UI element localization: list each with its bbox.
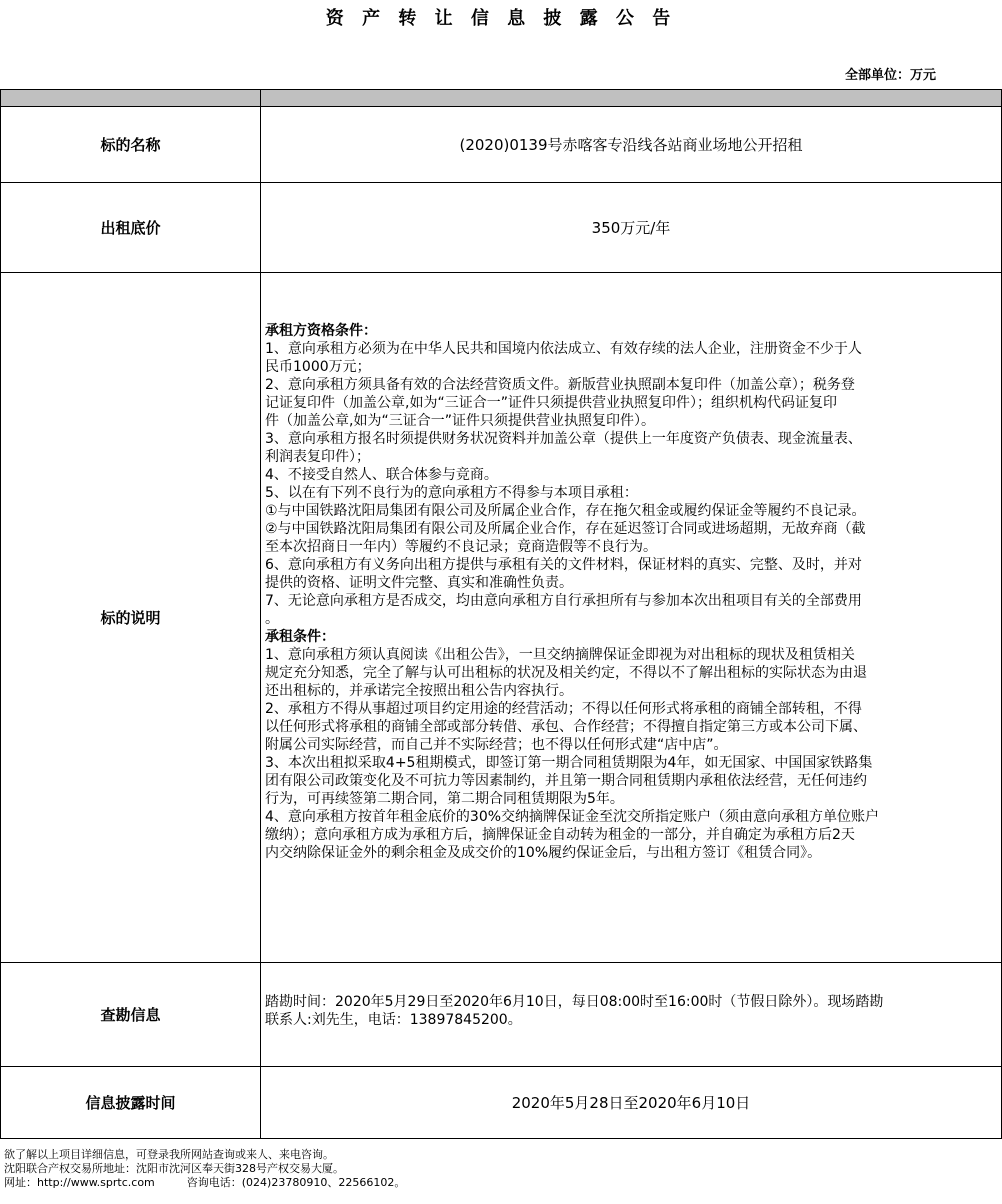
description-line: 。	[265, 611, 279, 627]
footer-website[interactable]: 网址：http://www.sprtc.com	[4, 1176, 155, 1189]
asset-name-value: (2020)0139号赤喀客专沿线各站商业场地公开招租	[459, 136, 803, 154]
footer-notes	[4, 1148, 405, 1190]
asset-description-label: 标的说明	[100, 609, 161, 627]
rental-price-label: 出租底价	[100, 219, 161, 237]
description-line: 件（加盖公章,如为“三证合一”证件只须提供营业执照复印件）。	[265, 413, 655, 429]
description-line: 利润表复印件）；	[265, 449, 370, 465]
inspection-info-label: 查勘信息	[100, 1006, 161, 1024]
description-line: 2、意向承租方须具备有效的合法经营资质文件。新版营业执照副本复印件（加盖公章）；税务登	[265, 377, 855, 393]
footer-line: 沈阳联合产权交易所地址：沈阳市沈河区奉天街328号产权交易大厦。	[4, 1162, 344, 1175]
qualification-heading: 承租方资格条件：	[265, 323, 377, 339]
description-line: 以任何形式将承租的商铺全部或部分转借、承包、合作经营；不得擅自指定第三方或本公司下属、	[265, 719, 867, 735]
footer-phone: 咨询电话：(024)23780910、22566102。	[186, 1176, 406, 1189]
asset-description-text	[265, 322, 995, 862]
disclosure-period-label: 信息披露时间	[85, 1094, 176, 1112]
description-line: 1、意向承租方须认真阅读《出租公告》，一旦交纳摘牌保证金即视为对出租标的现状及租赁相关	[265, 647, 855, 663]
table-header-band	[1, 90, 1001, 106]
description-line: 民币1000万元；	[265, 359, 371, 375]
description-line: 附属公司实际经营，而自己并不实际经营；也不得以任何形式建“店中店”。	[265, 737, 728, 753]
footer-line: 欲了解以上项目详细信息，可登录我所网站查询或来人、来电咨询。	[4, 1148, 334, 1161]
description-line: 1、意向承租方必须为在中华人民共和国境内依法成立、有效存续的法人企业，注册资金不少于人	[265, 341, 862, 357]
description-line: 记证复印件（加盖公章,如为“三证合一”证件只须提供营业执照复印件）；组织机构代码证复印	[265, 395, 837, 411]
asset-name-label: 标的名称	[100, 136, 161, 154]
inspection-info-text	[265, 993, 995, 1029]
table-bottom-border	[0, 1138, 1002, 1139]
description-line: 2、承租方不得从事超过项目约定用途的经营活动；不得以任何形式将承租的商铺全部转租，不得	[265, 701, 862, 717]
inspection-line: 踏勘时间：2020年5月29日至2020年6月10日，每日08:00时至16:00时（节假日除外）。现场踏勘	[265, 994, 884, 1010]
description-line: 提供的资格、证明文件完整、真实和准确性负责。	[265, 575, 573, 591]
description-line: 还出租标的，并承诺完全按照出租公告内容执行。	[265, 683, 573, 699]
table-top-border	[0, 89, 1002, 90]
page-title: 资 产 转 让 信 息 披 露 公 告	[325, 8, 677, 29]
description-line: 7、无论意向承租方是否成交，均由意向承租方自行承担所有与参加本次出租项目有关的全部费用	[265, 593, 862, 609]
description-line: 规定充分知悉，完全了解与认可出租标的状况及相关约定，不得以不了解出租标的实际状态为由退	[265, 665, 867, 681]
footer-contact-line	[4, 1176, 405, 1190]
description-line: 4、意向承租方按首年租金底价的30%交纳摘牌保证金至沈交所指定账户（须由意向承租方单位账户	[265, 809, 880, 825]
rental-price-value: 350万元/年	[591, 219, 671, 237]
description-line: 至本次招商日一年内）等履约不良记录；竟商造假等不良行为。	[265, 539, 657, 555]
description-line: 3、意向承租方报名时须提供财务状况资料并加盖公章（提供上一年度资产负债表、现金流量表、	[265, 431, 862, 447]
description-line: 缴纳）；意向承租方成为承租方后，摘牌保证金自动转为租金的一部分，并自确定为承租方后2天	[265, 827, 855, 843]
description-line: 5、以在有下列不良行为的意向承租方不得参与本项目承租：	[265, 485, 638, 501]
description-line: 行为，可再续签第二期合同，第二期合同租赁期限为5年。	[265, 791, 624, 807]
inspection-line: 联系人:刘先生，电话：13897845200。	[265, 1012, 522, 1028]
description-line: ②与中国铁路沈阳局集团有限公司及所属企业合作，存在延迟签订合同或进场超期，无故弃商（截	[265, 521, 866, 537]
disclosure-period-value: 2020年5月28日至2020年6月10日	[511, 1094, 751, 1112]
description-line: 6、意向承租方有义务向出租方提供与承租有关的文件材料，保证材料的真实、完整、及时，并对	[265, 557, 862, 573]
description-line: 内交纳除保证金外的剩余租金及成交价的10%履约保证金后，与出租方签订《租赁合同》。	[265, 845, 822, 861]
description-line: 4、不接受自然人、联合体参与竞商。	[265, 467, 498, 483]
description-line: ①与中国铁路沈阳局集团有限公司及所属企业合作，存在拖欠租金或履约保证金等履约不良记录。	[265, 503, 866, 519]
description-line: 团有限公司政策变化及不可抗力等因素制约，并且第一期合同租赁期内承租依法经营，无任何违约	[265, 773, 867, 789]
unit-note: 全部单位：万元	[844, 68, 936, 83]
description-line: 3、本次出租拟采取4+5租期模式，即签订第一期合同租赁期限为4年，如无国家、中国国家铁路集	[265, 755, 873, 771]
conditions-heading: 承租条件：	[265, 629, 335, 645]
